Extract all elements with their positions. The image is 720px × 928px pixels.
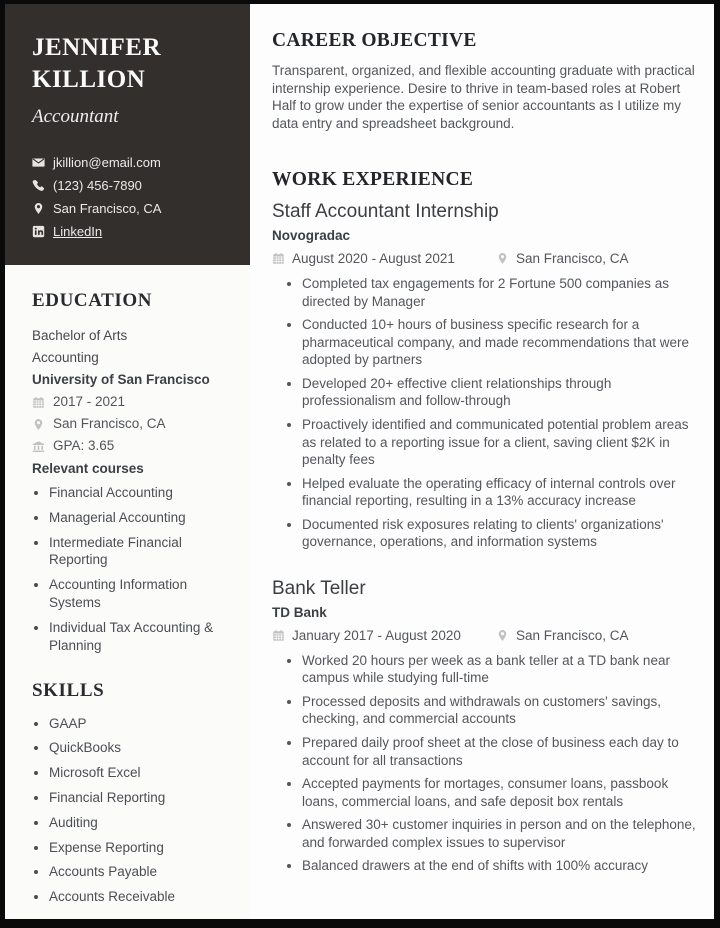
gpa-icon	[32, 440, 45, 453]
job-meta-row	[272, 628, 701, 643]
sidebar	[5, 4, 250, 919]
list-item: • Financial Accounting	[49, 484, 232, 502]
job-location-text: San Francisco, CA	[516, 251, 629, 267]
location-icon	[32, 418, 45, 431]
list-item: • Auditing	[49, 814, 232, 832]
job-bullet-list	[272, 275, 701, 551]
list-item: • Documented risk exposures relating to clients' organizations' governance, operations, and information systems	[302, 516, 701, 551]
job-location	[496, 251, 629, 266]
person-name-line2: KILLION	[32, 65, 146, 93]
education-section	[32, 290, 232, 655]
job-entry	[272, 578, 701, 875]
contact-linkedin	[32, 224, 228, 239]
job-meta-row	[272, 251, 701, 266]
list-item: • Worked 20 hours per week as a bank teller at a TD bank near campus while studying full-time	[302, 652, 701, 687]
list-item: • Accounts Receivable	[49, 888, 232, 906]
main-content	[250, 4, 714, 919]
education-dates	[32, 391, 232, 413]
location-icon	[32, 202, 45, 215]
list-item: • Microsoft Excel	[49, 764, 232, 782]
job-dates	[272, 251, 496, 266]
list-item: • Processed deposits and withdrawals on customers' savings, checking, and commercial accounts	[302, 693, 701, 728]
list-item: • Accepted payments for mortages, consumer loans, passbook loans, commercial loans, and safe deposit box rentals	[302, 775, 701, 810]
job-location	[496, 628, 629, 643]
experience-section	[272, 169, 701, 875]
sidebar-body	[5, 265, 250, 913]
job-entry	[272, 201, 701, 551]
person-job-title: Accountant	[32, 106, 119, 127]
phone-icon	[32, 179, 45, 192]
location-icon	[496, 252, 509, 265]
objective-section	[272, 30, 701, 132]
skills-heading: SKILLS	[32, 679, 105, 701]
job-title: Staff Accountant Internship	[272, 201, 499, 223]
job-dates-text: August 2020 - August 2021	[292, 251, 455, 267]
contact-phone-text: (123) 456-7890	[53, 178, 142, 193]
list-item: • Balanced drawers at the end of shifts with 100% accuracy	[302, 857, 701, 875]
education-dates-text: 2017 - 2021	[53, 394, 126, 409]
contact-list	[32, 155, 228, 239]
job-dates	[272, 628, 496, 643]
person-name-line1: JENNIFER	[32, 34, 162, 61]
list-item: • Conducted 10+ hours of business specific research for a pharmaceutical company, and made recommendations that were adopted by partners	[302, 316, 701, 369]
list-item: • Financial Reporting	[49, 789, 232, 807]
location-icon	[496, 629, 509, 642]
objective-text: Transparent, organized, and flexible accounting graduate with practical internship experience. Desire to thrive in team-based roles at Robert Half to grow under the expertise of senior accountants as I utilize my data entry and spreadsheet background.	[272, 63, 695, 131]
list-item: • Intermediate Financial Reporting	[49, 534, 232, 570]
list-item: • Managerial Accounting	[49, 509, 232, 527]
job-company: Novogradac	[272, 228, 351, 244]
education-degree: Bachelor of Arts	[32, 328, 128, 343]
person-name	[32, 32, 228, 95]
objective-heading: CAREER OBJECTIVE	[272, 30, 477, 51]
list-item: • Helped evaluate the operating efficacy of internal controls over financial reporting, resulting in a 13% accuracy increase	[302, 475, 701, 510]
experience-heading: WORK EXPERIENCE	[272, 169, 474, 191]
education-gpa-text: GPA: 3.65	[53, 438, 115, 453]
skills-section	[32, 680, 232, 907]
contact-phone	[32, 178, 228, 193]
job-bullet-list	[272, 652, 701, 875]
list-item: • Completed tax engagements for 2 Fortune 500 companies as directed by Manager	[302, 275, 701, 310]
list-item: • Answered 30+ customer inquiries in person and on the telephone, and forwarded complex issues to supervisor	[302, 816, 701, 851]
contact-email-text: jkillion@email.com	[53, 155, 161, 170]
education-major: Accounting	[32, 350, 99, 365]
contact-email	[32, 155, 228, 170]
list-item: • QuickBooks	[49, 739, 232, 757]
list-item: • Accounting Information Systems	[49, 576, 232, 612]
list-item: • GAAP	[49, 715, 232, 733]
education-school: University of San Francisco	[32, 372, 210, 387]
job-title: Bank Teller	[272, 577, 366, 599]
contact-location	[32, 201, 228, 216]
education-gpa	[32, 435, 232, 457]
sidebar-header	[5, 4, 250, 265]
list-item: • Prepared daily proof sheet at the close of business each day to account for all transactions	[302, 734, 701, 769]
education-location	[32, 413, 232, 435]
contact-location-text: San Francisco, CA	[53, 201, 162, 216]
linkedin-link[interactable]: LinkedIn	[53, 224, 103, 239]
job-location-text: San Francisco, CA	[516, 627, 629, 643]
list-item: • Expense Reporting	[49, 839, 232, 857]
courses-heading: Relevant courses	[32, 461, 144, 476]
education-location-text: San Francisco, CA	[53, 416, 166, 431]
email-icon	[32, 156, 45, 169]
calendar-icon	[272, 252, 285, 265]
job-company: TD Bank	[272, 604, 327, 620]
calendar-icon	[272, 629, 285, 642]
list-item: • Proactively identified and communicated potential problem areas as related to a reporting issue for a client, saving client $2K in penalty fees	[302, 416, 701, 469]
skills-list	[32, 715, 232, 907]
job-dates-text: January 2017 - August 2020	[292, 627, 461, 643]
calendar-icon	[32, 396, 45, 409]
linkedin-icon	[32, 225, 45, 238]
list-item: • Developed 20+ effective client relationships through professionalism and follow-through	[302, 375, 701, 410]
list-item: • Individual Tax Accounting & Planning	[49, 619, 232, 655]
list-item: • Accounts Payable	[49, 863, 232, 881]
education-heading: EDUCATION	[32, 290, 153, 311]
courses-list	[32, 484, 232, 655]
